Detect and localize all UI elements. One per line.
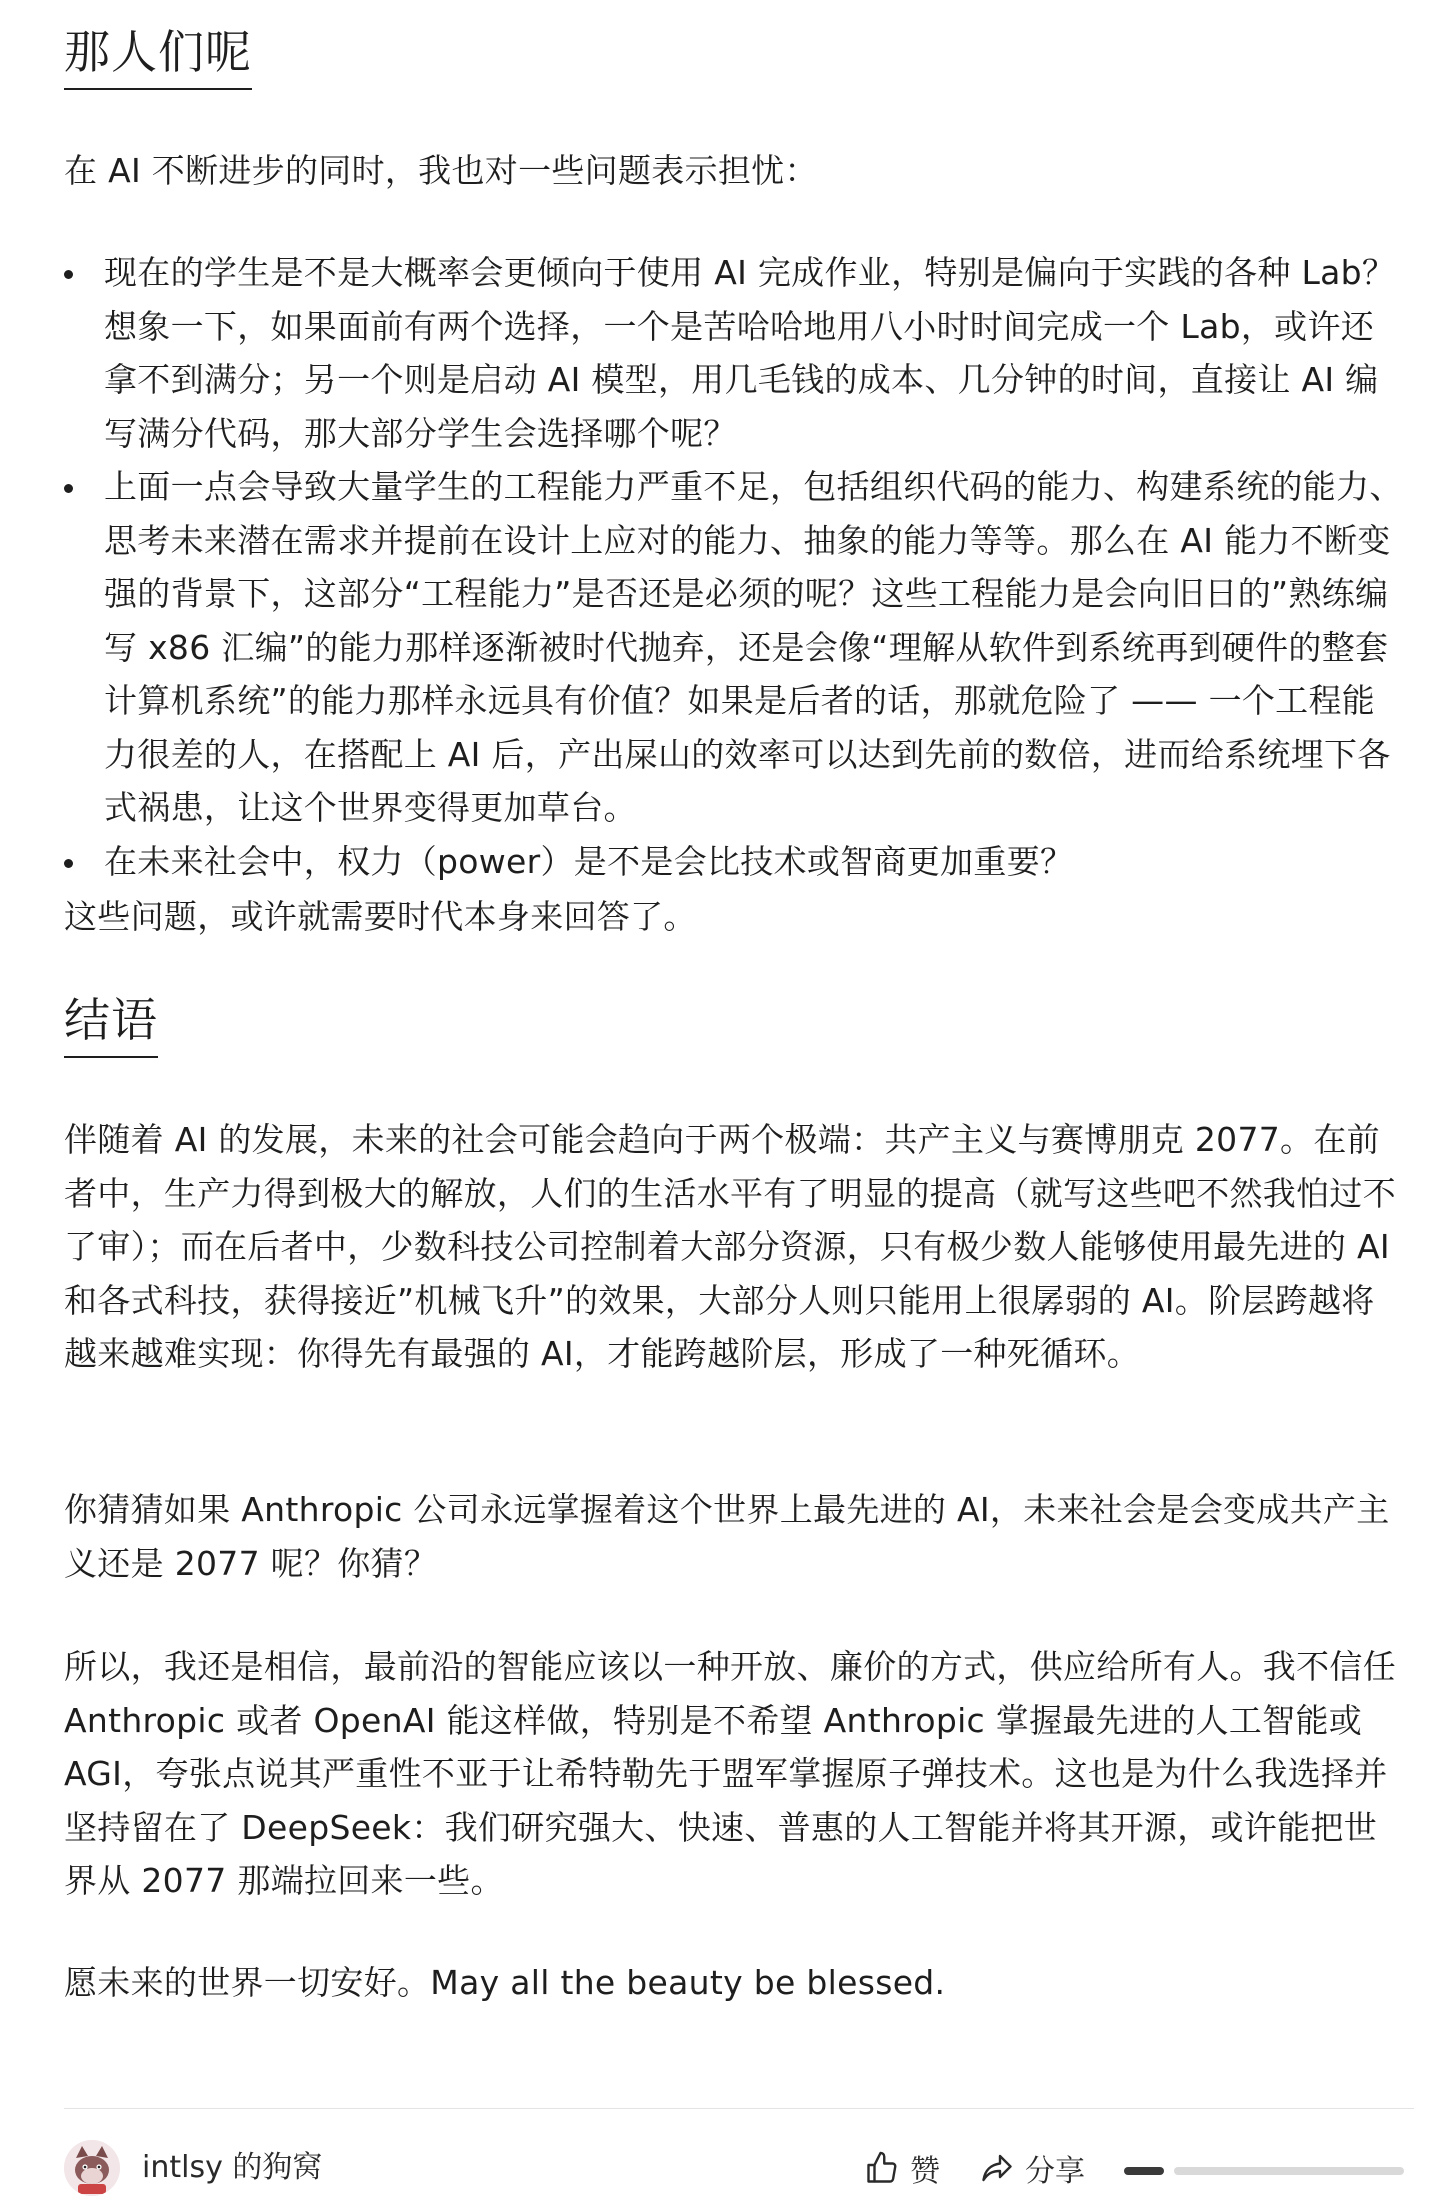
bullet-dot-icon (64, 859, 73, 868)
list-item (64, 246, 1404, 460)
list-item (64, 835, 1404, 889)
section-heading-conclusion: 结语 (64, 990, 158, 1058)
more-actions-bar[interactable] (1124, 2162, 1414, 2174)
list-item-text: 上面一点会导致大量学生的工程能力严重不足，包括组织代码的能力、构建系统的能力、思考未来潜在需求并提前在设计上应对的能力、抽象的能力等等。那么在 AI 能力不断变强的背景下，这部分“工程能力”是否还是必须的呢？这些工程能力是会向旧日的”熟练编写 x86 汇编”的能力那样逐渐被时代抛弃，还是会像“理解从软件到系统再到硬件的整套计算机系统”的能力那样永远具有价值？如果是后者的话，那就危险了 —— 一个工程能力很差的人，在搭配上 AI 后，产出屎山的效率可以达到先前的数倍，进而给系统埋下各式祸患，让这个世界变得更加草台。 (104, 467, 1403, 827)
closing-paragraph: 这些问题，或许就需要时代本身来回答了。 (64, 897, 697, 936)
like-label: 赞 (910, 2154, 940, 2189)
conclusion-paragraph-4: 愿未来的世界一切安好。May all the beauty be blessed. (64, 1963, 946, 2002)
conclusion-paragraph-1: 伴随着 AI 的发展，未来的社会可能会趋向于两个极端：共产主义与赛博朋克 2077。在前者中，生产力得到极大的解放，人们的生活水平有了明显的提高（就写这些吧不然我怕过不了审）；而在后者中，少数科技公司控制着大部分资源，只有极少数人能够使用最先进的 AI 和各式科技，获得接近”机械飞升”的效果，大部分人则只能用上很孱弱的 AI。阶层跨越将越来越难实现：你得先有最强的 AI，才能跨越阶层，形成了一种死循环。 (64, 1120, 1396, 1373)
conclusion-paragraph-2: 你猜猜如果 Anthropic 公司永远掌握着这个世界上最先进的 AI，未来社会是会变成共产主义还是 2077 呢？你猜？ (64, 1490, 1390, 1583)
list-item-text: 现在的学生是不是大概率会更倾向于使用 AI 完成作业，特别是偏向于实践的各种 Lab？想象一下，如果面前有两个选择，一个是苦哈哈地用八小时时间完成一个 Lab，或许还拿不到满分；另一个则是启动 AI 模型，用几毛钱的成本、几分钟的时间，直接让 AI 编写满分代码，那大部分学生会选择哪个呢？ (104, 253, 1396, 453)
bullet-dot-icon (64, 484, 73, 493)
conclusion-paragraph-3: 所以，我还是相信，最前沿的智能应该以一种开放、廉价的方式，供应给所有人。我不信任 Anthropic 或者 OpenAI 能这样做，特别是不希望 Anthropic 掌握最先进的人工智能或 AGI，夸张点说其严重性不亚于让希特勒先于盟军掌握原子弹技术。这也是为什么我选择并坚持留在了 DeepSeek：我们研究强大、快速、普惠的人工智能并将其开源，或许能把世界从 2077 那端拉回来一些。 (64, 1647, 1396, 1900)
list-item-text: 在未来社会中，权力（power）是不是会比技术或智商更加重要？ (104, 841, 1074, 881)
footer-divider (64, 2108, 1414, 2109)
cat-avatar-icon[interactable] (64, 2140, 120, 2196)
thumbs-up-icon (864, 2150, 900, 2186)
section-heading-people: 那人们呢 (64, 22, 252, 90)
list-item (64, 460, 1404, 835)
bullet-dot-icon (64, 270, 73, 279)
share-label: 分享 (1025, 2154, 1085, 2189)
intro-paragraph: 在 AI 不断进步的同时，我也对一些问题表示担忧： (64, 151, 818, 190)
post-footer (64, 2140, 1414, 2196)
share-arrow-icon (979, 2150, 1015, 2186)
concern-list (64, 246, 1404, 888)
like-button[interactable] (864, 2146, 940, 2190)
author-name[interactable]: intlsy 的狗窝 (142, 2150, 323, 2185)
share-button[interactable] (979, 2146, 1085, 2190)
